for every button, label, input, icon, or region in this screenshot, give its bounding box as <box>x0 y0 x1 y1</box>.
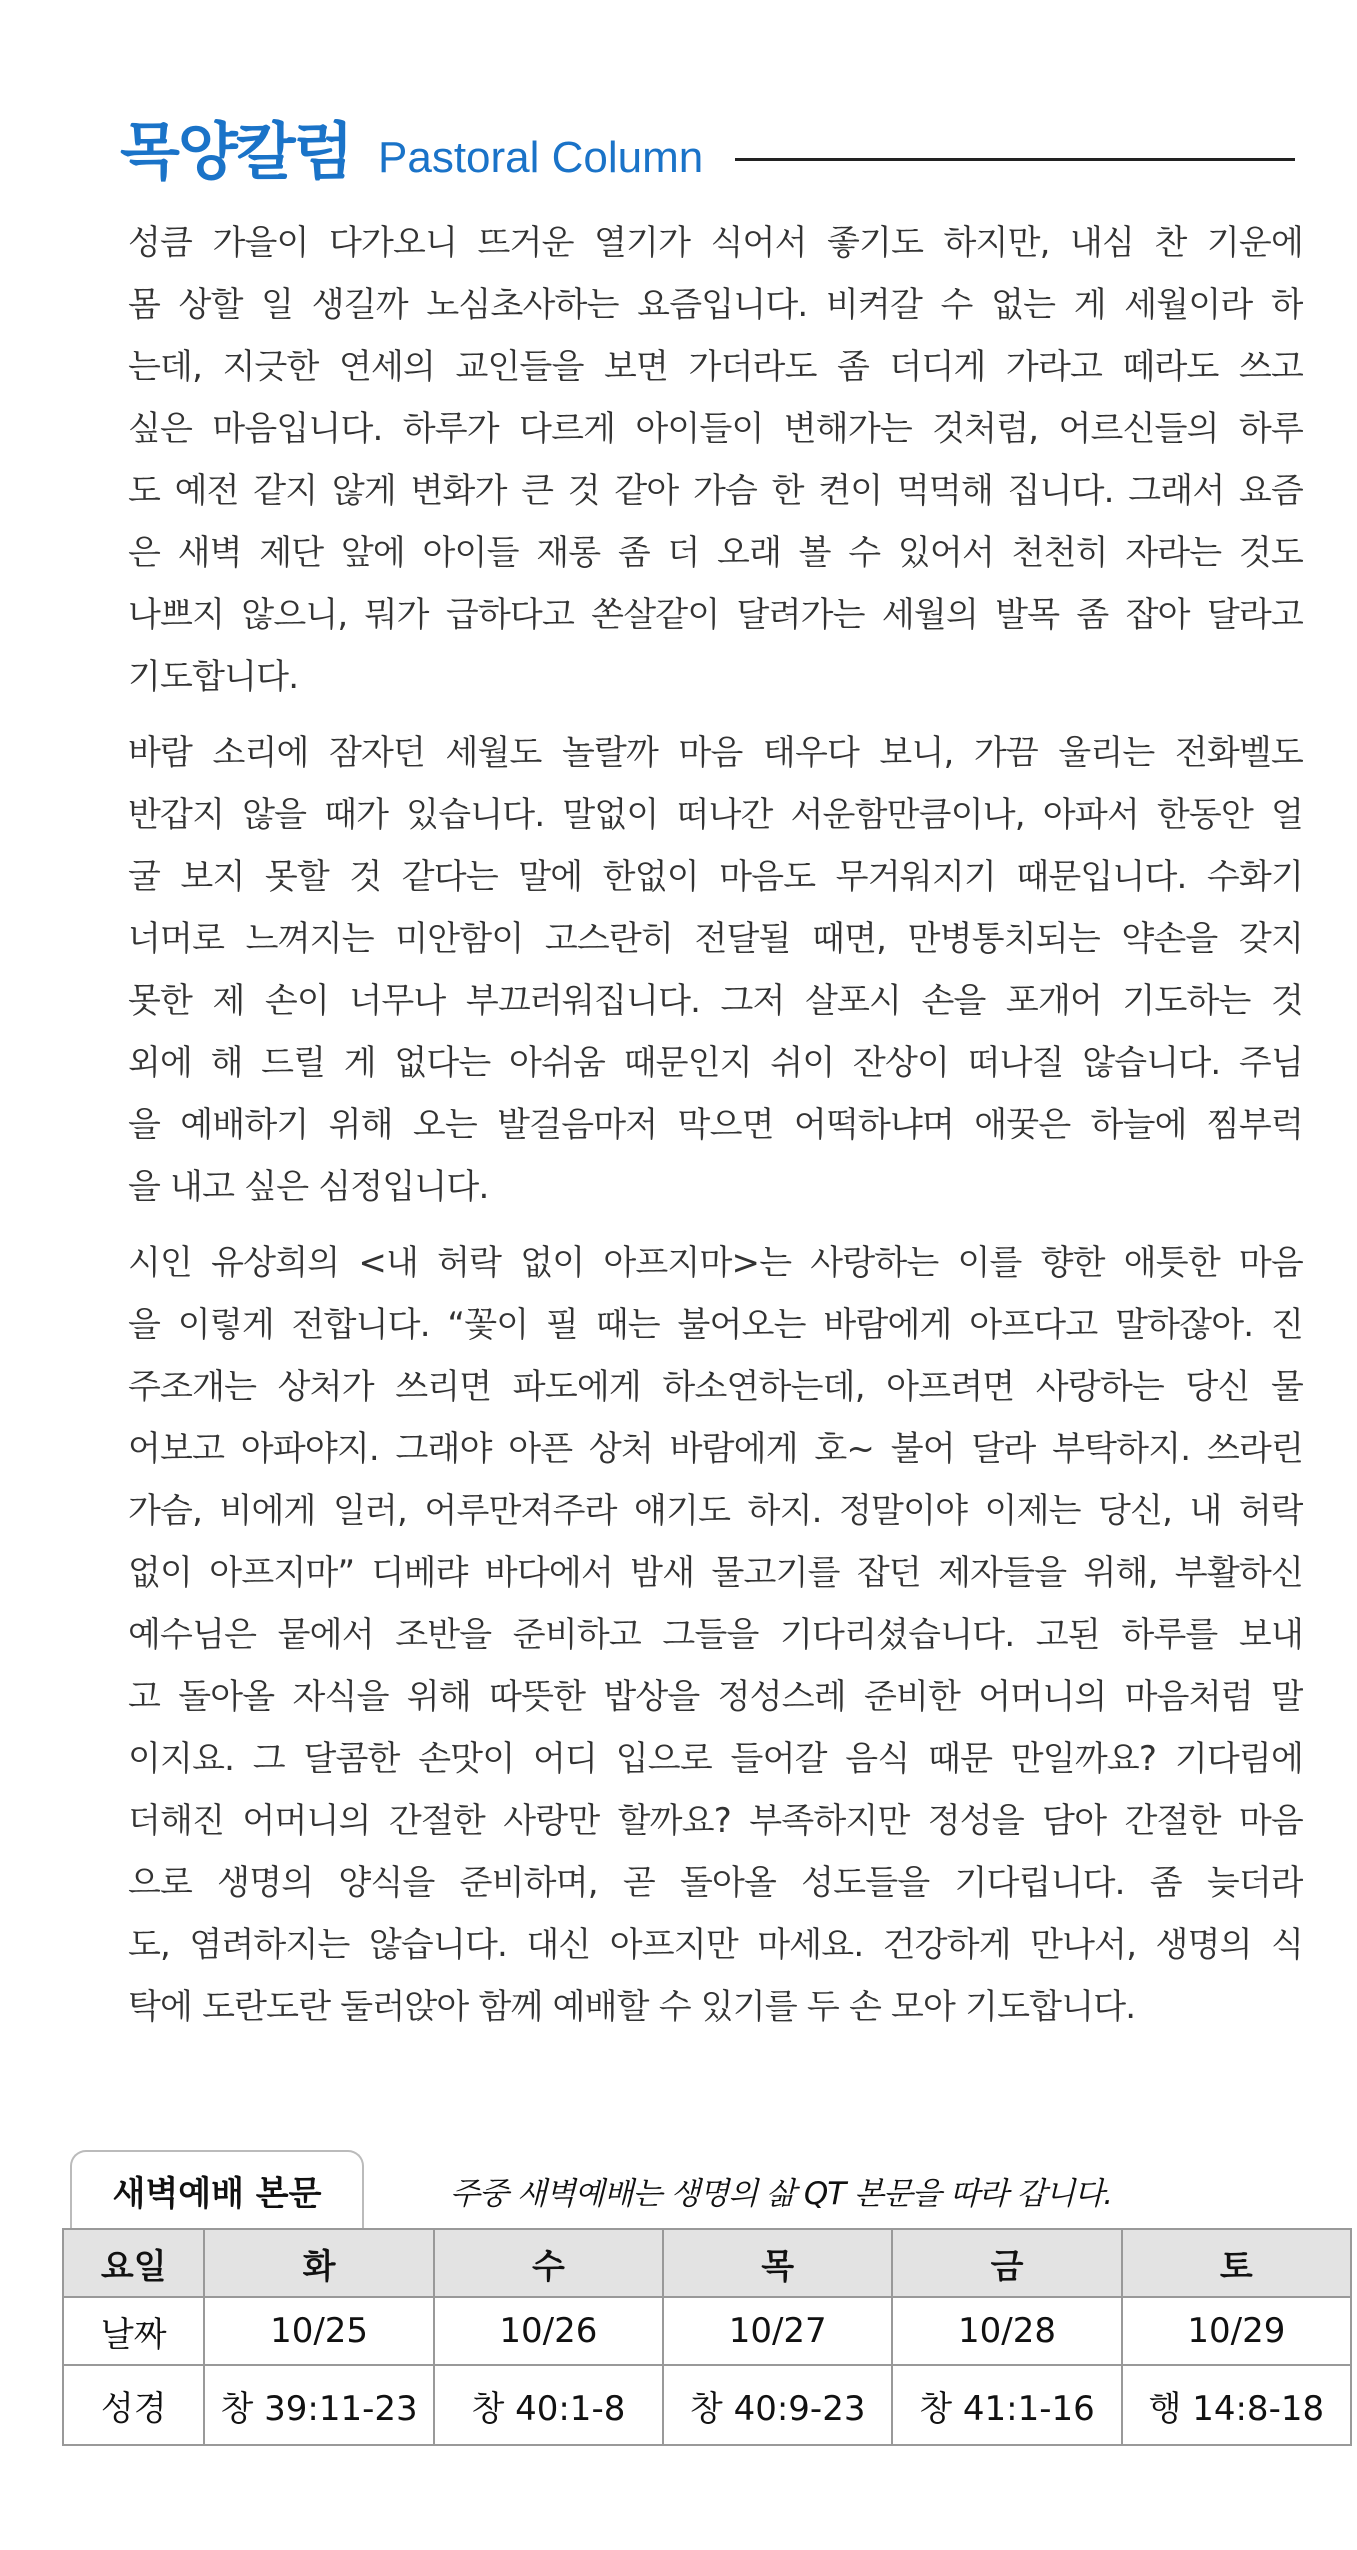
header-cell: 금 <box>892 2229 1121 2297</box>
text-line: 성큼 가을이 다가오니 뜨거운 열기가 식어서 좋기도 하지만, 내심 찬 기운에 <box>128 223 1303 263</box>
text-line: 도 예전 같지 않게 변화가 큰 것 같아 가슴 한 켠이 먹먹해 집니다. 그래서 요즘 <box>128 471 1303 511</box>
header-cell: 화 <box>204 2229 433 2297</box>
schedule-tab-label: 새벽예배 본문 <box>112 2174 322 2214</box>
schedule-note: 주중 새벽예배는 생명의 삶 QT 본문을 따라 갑니다. <box>450 2176 1113 2212</box>
table-cell: 10/27 <box>663 2297 892 2365</box>
schedule-header-row <box>63 2229 1351 2297</box>
text-line: 더해진 어머니의 간절한 사랑만 할까요? 부족하지만 정성을 담아 간절한 마음 <box>128 1801 1303 1841</box>
table-cell: 창 41:1-16 <box>892 2365 1121 2445</box>
text-line: 을 이렇게 전합니다. “꽃이 필 때는 불어오는 바람에게 아프다고 말하잖아. 진 <box>128 1305 1303 1345</box>
scripture-row <box>63 2365 1351 2445</box>
table-cell: 날짜 <box>63 2297 204 2365</box>
header-cell: 토 <box>1122 2229 1351 2297</box>
text-line: 외에 해 드릴 게 없다는 아쉬움 때문인지 쉬이 잔상이 떠나질 않습니다. 주님 <box>128 1043 1303 1083</box>
text-line: 은 새벽 제단 앞에 아이들 재롱 좀 더 오래 볼 수 있어서 천천히 자라는 것도 <box>128 533 1303 573</box>
text-line: 고 돌아올 자식을 위해 따뜻한 밥상을 정성스레 준비한 어머니의 마음처럼 말 <box>128 1677 1303 1717</box>
column-header <box>120 112 1295 192</box>
schedule-tab <box>70 2150 364 2232</box>
text-line: 기도합니다. <box>128 657 299 697</box>
table-cell: 창 40:1-8 <box>434 2365 663 2445</box>
text-line: 너머로 느껴지는 미안함이 고스란히 전달될 때면, 만병통치되는 약손을 갖지 <box>128 919 1303 959</box>
text-line: 나쁘지 않으니, 뭐가 급하다고 쏜살같이 달려가는 세월의 발목 좀 잡아 달라고 <box>128 595 1303 635</box>
text-line: 싶은 마음입니다. 하루가 다르게 아이들이 변해가는 것처럼, 어르신들의 하루 <box>128 409 1303 449</box>
text-line: 어보고 아파야지. 그래야 아픈 상처 바람에게 호~ 불어 달라 부탁하지. 쓰라린 <box>128 1429 1303 1469</box>
header-cell: 수 <box>434 2229 663 2297</box>
schedule-table <box>62 2228 1352 2446</box>
table-cell: 창 40:9-23 <box>663 2365 892 2445</box>
page-subtitle: Pastoral Column <box>378 133 704 182</box>
text-line: 시인 유상희의 <내 허락 없이 아프지마>는 사랑하는 이를 향한 애틋한 마음 <box>128 1243 1303 1283</box>
table-cell: 10/29 <box>1122 2297 1351 2365</box>
table-cell: 행 14:8-18 <box>1122 2365 1351 2445</box>
text-line: 반갑지 않을 때가 있습니다. 말없이 떠나간 서운함만큼이나, 아파서 한동안 얼 <box>128 795 1303 835</box>
text-line: 으로 생명의 양식을 준비하며, 곧 돌아올 성도들을 기다립니다. 좀 늦더라 <box>128 1863 1303 1903</box>
text-line: 는데, 지긋한 연세의 교인들을 보면 가더라도 좀 더디게 가라고 떼라도 쓰고 <box>128 347 1303 387</box>
column-body <box>128 212 1303 2052</box>
paragraph <box>128 212 1303 708</box>
table-cell: 창 39:11-23 <box>204 2365 433 2445</box>
header-cell: 요일 <box>63 2229 204 2297</box>
text-line: 바람 소리에 잠자던 세월도 놀랄까 마음 태우다 보니, 가끔 울리는 전화벨도 <box>128 733 1303 773</box>
text-line: 없이 아프지마” 디베랴 바다에서 밤새 물고기를 잡던 제자들을 위해, 부활하신 <box>128 1553 1303 1593</box>
text-line: 굴 보지 못할 것 같다는 말에 한없이 마음도 무거워지기 때문입니다. 수화기 <box>128 857 1303 897</box>
text-line: 을 내고 싶은 심정입니다. <box>128 1167 489 1207</box>
paragraph <box>128 722 1303 1218</box>
table-cell: 10/25 <box>204 2297 433 2365</box>
text-line: 탁에 도란도란 둘러앉아 함께 예배할 수 있기를 두 손 모아 기도합니다. <box>128 1987 1136 2027</box>
table-cell: 10/28 <box>892 2297 1121 2365</box>
text-line: 주조개는 상처가 쓰리면 파도에게 하소연하는데, 아프려면 사랑하는 당신 물 <box>128 1367 1303 1407</box>
text-line: 못한 제 손이 너무나 부끄러워집니다. 그저 살포시 손을 포개어 기도하는 것 <box>128 981 1303 1021</box>
table-cell: 성경 <box>63 2365 204 2445</box>
date-row <box>63 2297 1351 2365</box>
text-line: 이지요. 그 달콤한 손맛이 어디 입으로 들어갈 음식 때문 만일까요? 기다림에 <box>128 1739 1303 1779</box>
title-divider <box>735 158 1295 161</box>
table-cell: 10/26 <box>434 2297 663 2365</box>
text-line: 가슴, 비에게 일러, 어루만져주라 얘기도 하지. 정말이야 이제는 당신, 내 허락 <box>128 1491 1303 1531</box>
header-cell: 목 <box>663 2229 892 2297</box>
text-line: 예수님은 뭍에서 조반을 준비하고 그들을 기다리셨습니다. 고된 하루를 보내 <box>128 1615 1303 1655</box>
paragraph <box>128 1232 1303 2038</box>
page-title: 목양칼럼 <box>120 115 352 188</box>
text-line: 도, 염려하지는 않습니다. 대신 아프지만 마세요. 건강하게 만나서, 생명의 식 <box>128 1925 1303 1965</box>
text-line: 몸 상할 일 생길까 노심초사하는 요즘입니다. 비켜갈 수 없는 게 세월이라 하 <box>128 285 1303 325</box>
text-line: 을 예배하기 위해 오는 발걸음마저 막으면 어떡하냐며 애꿎은 하늘에 찜부럭 <box>128 1105 1303 1145</box>
